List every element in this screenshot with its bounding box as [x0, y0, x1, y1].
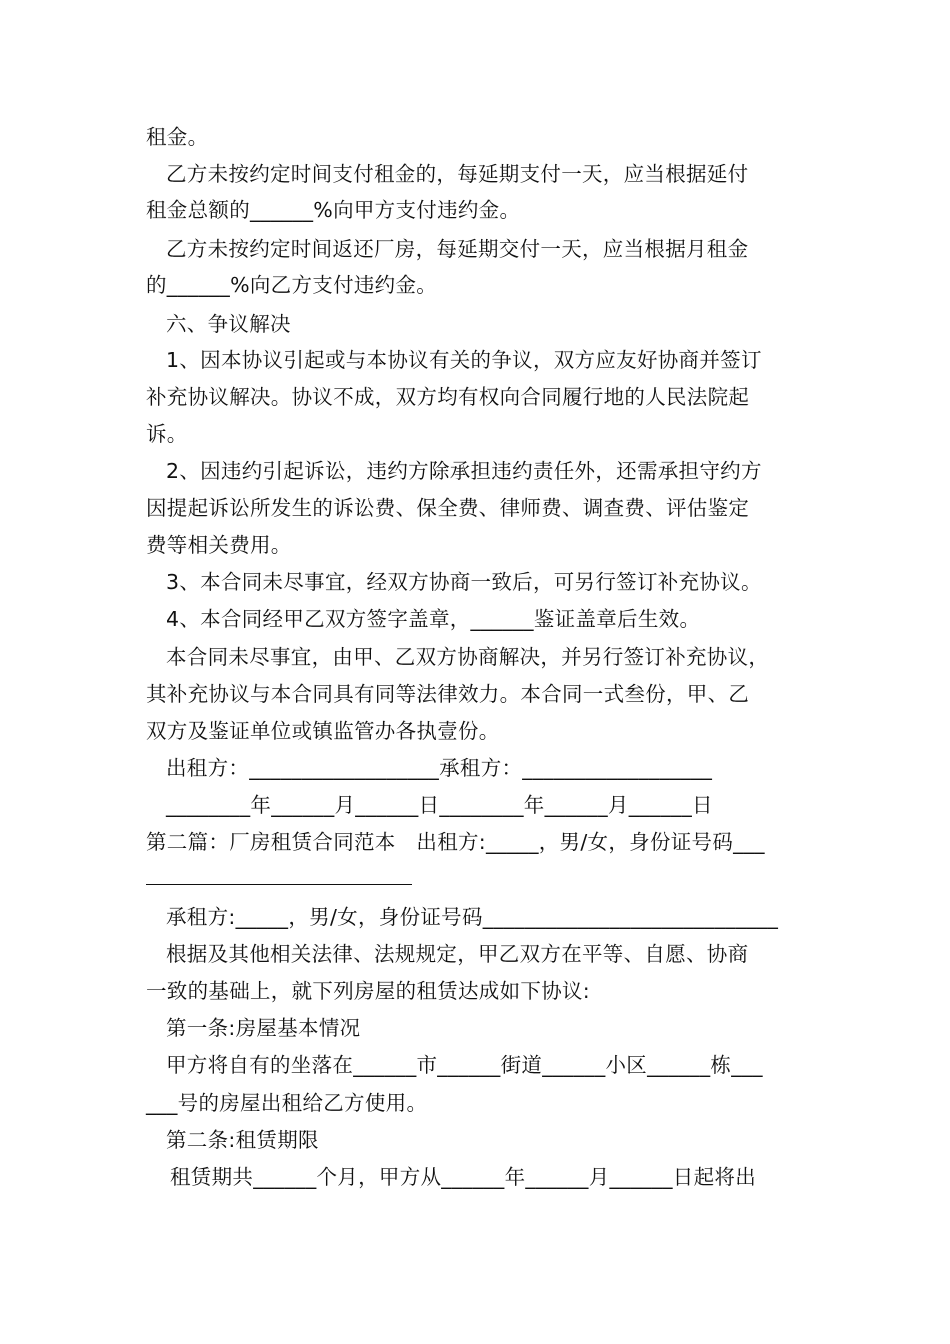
article-heading: 第一条:房屋基本情况: [166, 1016, 361, 1040]
text-line: 费等相关费用。: [146, 533, 292, 557]
section-heading: 六、争议解决: [166, 312, 291, 336]
text-line: 1、因本协议引起或与本协议有关的争议，双方应友好协商并签订: [166, 348, 762, 372]
text-line: 乙方未按约定时间支付租金的，每延期支付一天，应当根据延付: [166, 162, 749, 186]
text-line: 乙方未按约定时间返还厂房，每延期交付一天，应当根据月租金: [166, 237, 749, 261]
text-line: 承租方:_____，男/女，身份证号码____________________________: [166, 905, 779, 929]
text-line: 本合同未尽事宜，由甲、乙双方协商解决，并另行签订补充协议，: [166, 645, 770, 669]
text-line: 4、本合同经甲乙双方签字盖章，______鉴证盖章后生效。: [166, 607, 701, 631]
text-line: 3、本合同未尽事宜，经双方协商一致后，可另行签订补充协议。: [166, 570, 762, 594]
section-title: 第二篇：厂房租赁合同范本 出租方:_____，男/女，身份证号码___: [146, 830, 765, 854]
text-line: 租赁期共______个月，甲方从______年______月______日起将出: [170, 1165, 756, 1189]
text-line: 的______%向乙方支付违约金。: [146, 273, 438, 297]
text-line: 双方及鉴证单位或镇监管办各执壹份。: [146, 719, 500, 743]
text-line: 一致的基础上，就下列房屋的租赁达成如下协议:: [146, 979, 591, 1003]
text-line: 因提起诉讼所发生的诉讼费、保全费、律师费、调查费、评估鉴定: [146, 496, 750, 520]
signature-line: 出租方：__________________承租方：__________________: [166, 756, 713, 780]
text-line: 甲方将自有的坐落在______市______街道______小区______栋___: [166, 1053, 763, 1077]
article-heading: 第二条:租赁期限: [166, 1128, 319, 1152]
text-line: 其补充协议与本合同具有同等法律效力。本合同一式叁份，甲、乙: [146, 682, 750, 706]
text-line: 租金总额的______%向甲方支付违约金。: [146, 198, 521, 222]
text-line: 租金。: [146, 125, 209, 149]
text-line: 2、因违约引起诉讼，违约方除承担违约责任外，还需承担守约方: [166, 459, 762, 483]
blank-underline: [146, 884, 412, 885]
text-line: 诉。: [146, 422, 188, 446]
text-line: ___号的房屋出租给乙方使用。: [146, 1091, 428, 1115]
text-line: 补充协议解决。协议不成，双方均有权向合同履行地的人民法院起: [146, 385, 750, 409]
date-line: ________年______月______日________年______月______日: [166, 793, 713, 817]
text-line: 根据及其他相关法律、法规规定，甲乙双方在平等、自愿、协商: [166, 942, 749, 966]
